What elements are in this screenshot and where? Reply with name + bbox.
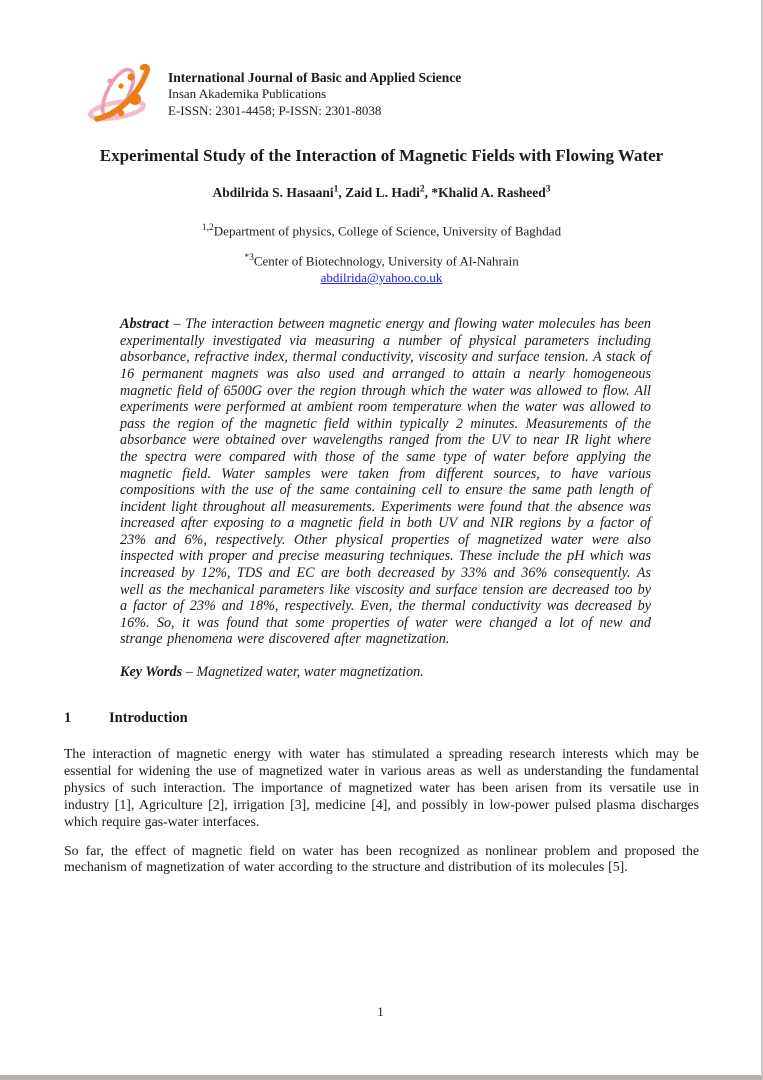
author-3	[431, 185, 550, 200]
author-3-name: *Khalid A. Rasheed	[431, 184, 546, 200]
affiliation-2-text: Center of Biotechnology, University of Al-Nahrain	[253, 253, 519, 269]
affiliation-1	[64, 220, 699, 239]
section-number: 1	[64, 710, 72, 727]
journal-publisher: Insan Akademika Publications	[168, 86, 327, 101]
intro-paragraph-1: The interaction of magnetic energy with water has stimulated a spreading research interests which may be essential for widening the use of magnetized water in various areas as well as understanding the fundamental physics of such interaction. The importance of magnetized water has been arisen from its versatile use in industry [1], Agriculture [2], irrigation [3], medicine [4], and possibly in low-power pulsed plasma discharges which require gas-water interfaces.	[64, 746, 699, 829]
journal-info	[168, 60, 461, 119]
author-1-separator: ,	[338, 184, 346, 200]
author-1	[213, 185, 346, 200]
affiliation-2-superscript: *3	[244, 252, 254, 263]
abstract	[120, 316, 651, 648]
section-title: Introduction	[109, 710, 188, 727]
article-title: Experimental Study of the Interaction of Magnetic Fields with Flowing Water	[99, 146, 664, 165]
page-number: 1	[377, 1004, 384, 1019]
author-2	[345, 185, 431, 200]
abstract-text: The interaction between magnetic energy and flowing water molecules has been experimentally investigated via measuring a number of physical parameters including absorbance, refractive index, thermal conductivity, viscosity and surface tension. A stack of 16 permanent magnets was also used and arranged to attain a nearly homogeneous magnetic field of 6500G over the region through which the water was allowed to flow. All experiments were performed at ambient room temperature when the water was allowed to pass the region of the magnetic field within typically 2 minutes. Measurements of the absorbance were obtained over wavelengths ranged from the UV to near IR light where the spectra were compared with those of the same type of water before applying the magnetic field. Water samples were taken from different sources, to have various compositions with the use of the same containing cell to ensure the same path length of incident light throughout all measurements. Experiments were found that the absence was increased after exposing to a magnetic field in both UV and NIR regions by a factor of 23% and 6%, respectively. Other physical properties of magnetized water were also inspected with proper and precise measuring techniques. These include the pH which was increased by 12%, TDS and EC are both decreased by 33% and 36% consequently. As well as the mechanical parameters like viscosity and surface tension are decreased too by a factor of 23% and 18%, respectively. Even, the thermal conductivity was decreased by 16%. So, it was found that some properties of water were changed a lot of new and strange phenomena were discovered after magnetization.	[120, 316, 651, 648]
atom-logo-icon	[84, 60, 160, 128]
affiliation-1-text: Department of physics, College of Science, University of Baghdad	[213, 222, 562, 238]
author-3-superscript: 3	[545, 184, 551, 194]
journal-header	[84, 60, 699, 128]
affiliation-1-superscript: 1,2	[201, 222, 214, 233]
journal-issn: E-ISSN: 2301-4458; P-ISSN: 2301-8038	[168, 102, 382, 118]
keywords-text: Magnetized water, water magnetization.	[196, 664, 424, 681]
keywords-separator: –	[182, 664, 197, 681]
affiliation-2	[64, 250, 699, 269]
section-heading-introduction	[64, 709, 699, 727]
author-2-name: Zaid L. Hadi	[345, 184, 420, 200]
journal-name: International Journal of Basic and Applied Science	[168, 70, 462, 85]
author-1-name: Abdilrida S. Hasaani	[212, 184, 334, 200]
abstract-label: Abstract	[120, 316, 169, 333]
keywords-label: Key Words	[120, 664, 183, 681]
keywords-line	[120, 664, 651, 681]
email-line	[64, 269, 699, 286]
email-link[interactable]: abdilrida@yahoo.co.uk	[320, 270, 443, 286]
author-1-superscript: 1	[333, 184, 339, 194]
author-line	[64, 180, 699, 202]
author-2-superscript: 2	[419, 184, 425, 194]
intro-paragraph-2: So far, the effect of magnetic field on water has been recognized as nonlinear problem and proposed the mechanism of magnetization of water according to the structure and distribution of its molecules [5].	[64, 842, 699, 875]
abstract-separator: –	[168, 316, 186, 333]
author-2-separator: ,	[424, 184, 432, 200]
